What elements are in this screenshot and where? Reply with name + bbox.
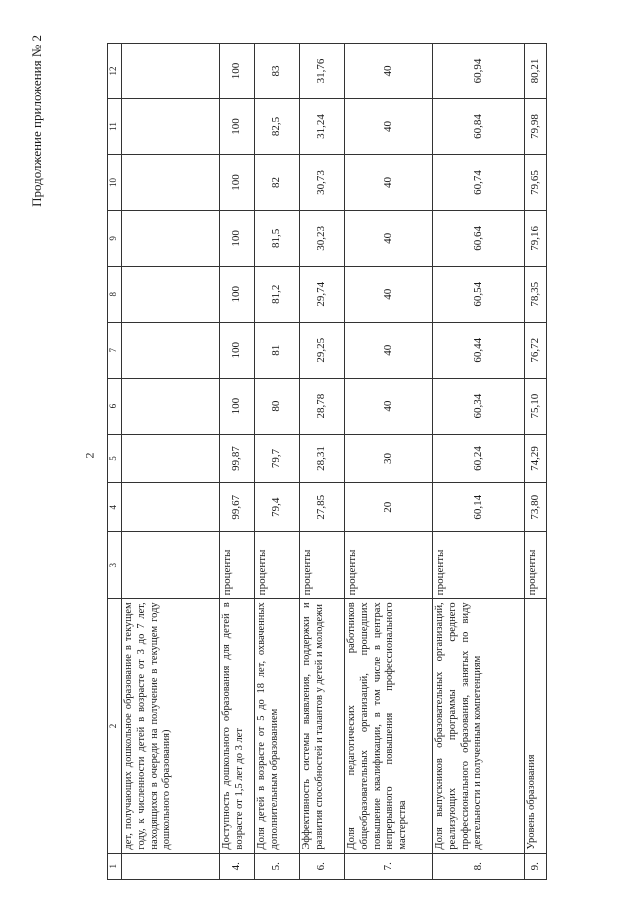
column-number: 3 xyxy=(108,532,122,599)
value-cell: 60,84 xyxy=(433,99,525,155)
value-cell: 40 xyxy=(345,378,433,434)
value-cell: 40 xyxy=(345,154,433,210)
value-cell: 79,98 xyxy=(525,99,547,155)
value-cell: 40 xyxy=(345,266,433,322)
page-number: 2 xyxy=(82,452,97,459)
value-cell: 60,14 xyxy=(433,483,525,532)
table-row xyxy=(525,44,547,880)
value-cell: 60,24 xyxy=(433,434,525,483)
value-cell: 100 xyxy=(220,266,255,322)
value-cell: 28,31 xyxy=(300,434,345,483)
value-cell: 82,5 xyxy=(255,99,300,155)
table-row xyxy=(122,44,220,880)
value-cell: 27,85 xyxy=(300,483,345,532)
unit-cell: проценты xyxy=(300,532,345,599)
unit-cell: проценты xyxy=(255,532,300,599)
row-number: 5. xyxy=(255,853,300,879)
value-cell: 31,24 xyxy=(300,99,345,155)
indicator-name: Доля выпускников образовательных организаций, реализующих программы среднего профессионального образования, занятых по виду деятельности и полученным компетенциям xyxy=(433,599,525,853)
value-cell: 73,80 xyxy=(525,483,547,532)
value-cell: 60,54 xyxy=(433,266,525,322)
value-cell: 83 xyxy=(255,44,300,99)
value-cell xyxy=(122,99,220,155)
value-cell xyxy=(122,44,220,99)
unit-cell xyxy=(122,532,220,599)
value-cell: 80,21 xyxy=(525,44,547,99)
unit-cell: проценты xyxy=(345,532,433,599)
value-cell xyxy=(122,434,220,483)
value-cell: 99,87 xyxy=(220,434,255,483)
column-number: 9 xyxy=(108,210,122,266)
indicator-name: Доступность дошкольного образования для детей в возрасте от 1,5 лет до 3 лет xyxy=(220,599,255,853)
value-cell xyxy=(122,322,220,378)
column-number: 7 xyxy=(108,322,122,378)
value-cell: 79,65 xyxy=(525,154,547,210)
value-cell: 100 xyxy=(220,378,255,434)
value-cell: 75,10 xyxy=(525,378,547,434)
table-row xyxy=(255,44,300,880)
indicators-table xyxy=(107,43,547,880)
indicator-name: Доля детей в возрасте от 5 до 18 лет, охваченных дополнительным образованием xyxy=(255,599,300,853)
value-cell: 100 xyxy=(220,44,255,99)
table-row xyxy=(345,44,433,880)
indicator-name: Эффективность системы выявления, поддержки и развития способностей и талантов у детей и молодежи xyxy=(300,599,345,853)
value-cell: 31,76 xyxy=(300,44,345,99)
value-cell: 29,25 xyxy=(300,322,345,378)
column-number: 1 xyxy=(108,853,122,879)
value-cell: 79,4 xyxy=(255,483,300,532)
row-number: 8. xyxy=(433,853,525,879)
value-cell: 30,23 xyxy=(300,210,345,266)
value-cell: 30,73 xyxy=(300,154,345,210)
value-cell: 79,7 xyxy=(255,434,300,483)
value-cell: 79,16 xyxy=(525,210,547,266)
indicator-name: дет, получающих дошкольное образование в текущем году, к численности детей в возрасте от 3 до 7 лет, находящихся в очереди на получение в текущем году дошкольного образования) xyxy=(122,599,220,853)
column-number: 12 xyxy=(108,44,122,99)
indicator-name: Уровень образования xyxy=(525,599,547,853)
value-cell: 40 xyxy=(345,99,433,155)
indicator-name: Доля педагогических работников общеобразовательных организаций, прошедших повышение квалификации, в том числе в центрах непрерывного повышения профессионального мастерства xyxy=(345,599,433,853)
value-cell: 28,78 xyxy=(300,378,345,434)
value-cell: 100 xyxy=(220,210,255,266)
value-cell: 99,67 xyxy=(220,483,255,532)
value-cell: 60,64 xyxy=(433,210,525,266)
value-cell: 60,94 xyxy=(433,44,525,99)
table-row xyxy=(220,44,255,880)
value-cell: 20 xyxy=(345,483,433,532)
table-row xyxy=(300,44,345,880)
value-cell: 100 xyxy=(220,99,255,155)
value-cell: 40 xyxy=(345,210,433,266)
column-number: 11 xyxy=(108,99,122,155)
value-cell xyxy=(122,483,220,532)
value-cell xyxy=(122,378,220,434)
value-cell xyxy=(122,266,220,322)
value-cell: 40 xyxy=(345,322,433,378)
value-cell: 76,72 xyxy=(525,322,547,378)
row-number: 4. xyxy=(220,853,255,879)
rotated-page-content xyxy=(29,0,612,880)
unit-cell: проценты xyxy=(525,532,547,599)
column-number: 6 xyxy=(108,378,122,434)
value-cell: 60,74 xyxy=(433,154,525,210)
column-number: 8 xyxy=(108,266,122,322)
row-number: 7. xyxy=(345,853,433,879)
value-cell: 81,2 xyxy=(255,266,300,322)
row-number: 6. xyxy=(300,853,345,879)
table-row xyxy=(433,44,525,880)
column-number: 4 xyxy=(108,483,122,532)
value-cell: 81,5 xyxy=(255,210,300,266)
value-cell: 82 xyxy=(255,154,300,210)
column-number: 5 xyxy=(108,434,122,483)
appendix-continuation-heading: Продолжение приложения № 2 xyxy=(29,35,44,207)
value-cell: 80 xyxy=(255,378,300,434)
value-cell: 81 xyxy=(255,322,300,378)
value-cell: 74,29 xyxy=(525,434,547,483)
column-number-row xyxy=(108,44,122,880)
value-cell: 40 xyxy=(345,44,433,99)
value-cell: 78,35 xyxy=(525,266,547,322)
row-number xyxy=(122,853,220,879)
value-cell xyxy=(122,154,220,210)
value-cell: 30 xyxy=(345,434,433,483)
value-cell: 100 xyxy=(220,322,255,378)
value-cell: 29,74 xyxy=(300,266,345,322)
value-cell: 60,44 xyxy=(433,322,525,378)
value-cell xyxy=(122,210,220,266)
row-number: 9. xyxy=(525,853,547,879)
column-number: 10 xyxy=(108,154,122,210)
value-cell: 60,34 xyxy=(433,378,525,434)
unit-cell: проценты xyxy=(433,532,525,599)
value-cell: 100 xyxy=(220,154,255,210)
column-number: 2 xyxy=(108,599,122,853)
unit-cell: проценты xyxy=(220,532,255,599)
